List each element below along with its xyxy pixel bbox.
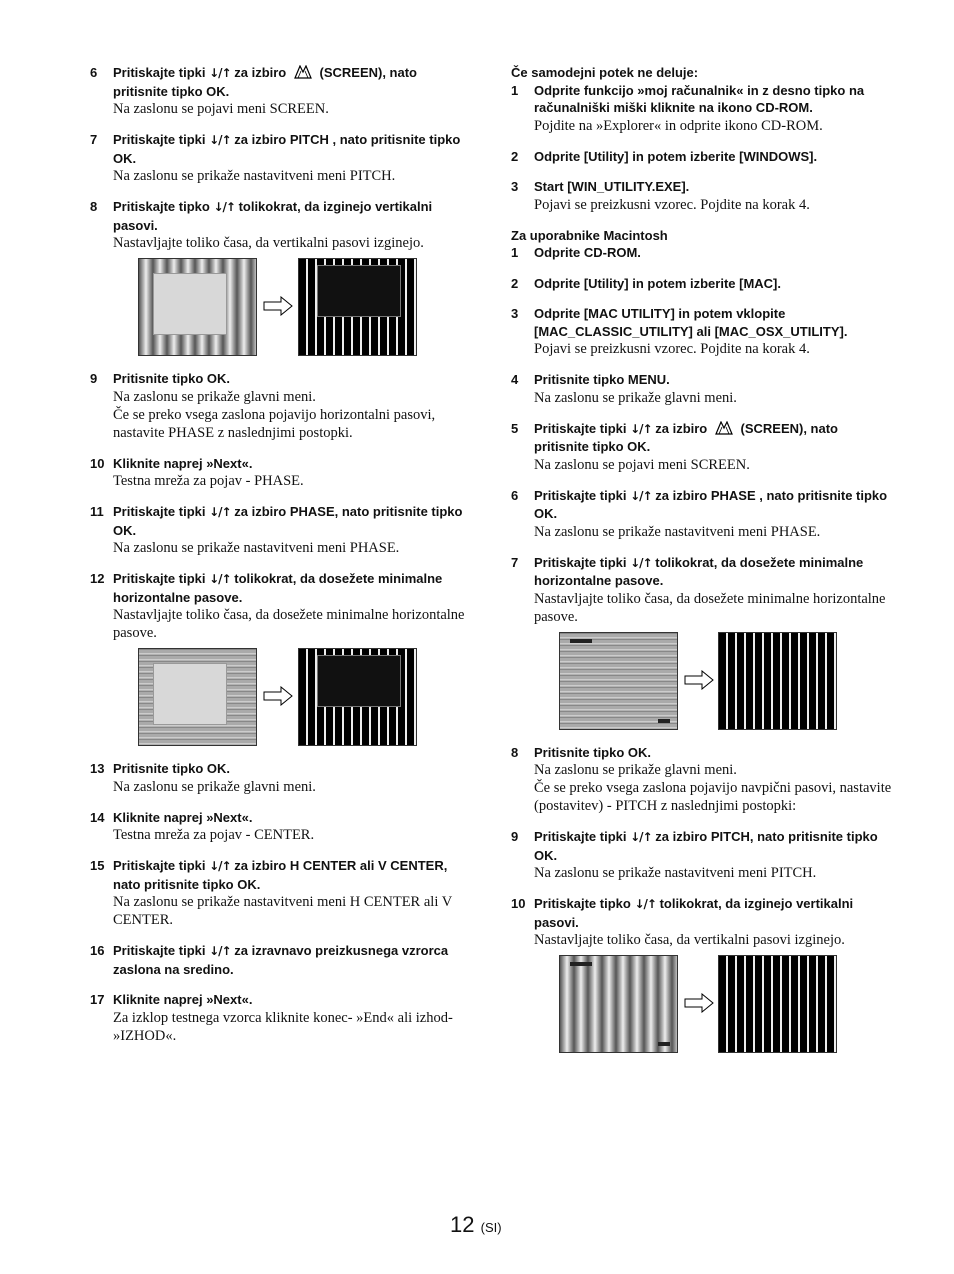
step-heading: Pritisnite tipko OK.	[113, 371, 231, 386]
step-right-a3	[511, 178, 896, 214]
step-number: 3	[511, 179, 519, 194]
step-body: Za izklop testnega vzorca kliknite konec- »End« ali izhod- »IZHOD«.	[113, 1009, 453, 1044]
after-screen-image	[298, 648, 417, 746]
step-heading: Pritiskajte tipki ↓/↑ za izbiro (SCREEN), nato pritisnite tipko OK.	[534, 420, 838, 454]
step-number: 14	[90, 809, 105, 825]
step-body: Nastavljajte toliko časa, da dosežete minimalne horizontalne pasove.	[113, 607, 465, 641]
step-right-b5	[511, 420, 896, 474]
figure-phase-adjust-right	[511, 632, 896, 732]
step-left-9	[90, 370, 475, 442]
right-arrow-icon	[263, 686, 293, 706]
step-body: Pojavi se preizkusni vzorec. Pojdite na korak 4.	[534, 196, 810, 213]
menu-overlay	[153, 663, 227, 725]
step-heading: Pritiskajte tipki ↓/↑ za izbiro PHASE , nato pritisnite tipko OK.	[534, 487, 888, 521]
down-up-arrows-icon: ↓/↑	[209, 66, 231, 80]
step-number: 4	[511, 372, 519, 387]
step-left-10	[90, 455, 475, 491]
step-number: 3	[511, 306, 519, 321]
step-body: Pojdite na »Explorer« in odprite ikono CD-ROM.	[534, 117, 823, 134]
right-column	[511, 64, 896, 1067]
step-heading: Pritiskajte tipki ↓/↑ za izbiro H CENTER ali V CENTER, nato pritisnite tipko OK.	[113, 858, 448, 892]
step-right-b1	[511, 244, 896, 262]
step-right-b4	[511, 371, 896, 407]
left-column	[90, 64, 475, 1058]
step-right-b6	[511, 487, 896, 541]
down-up-arrows-icon: ↓/↑	[630, 830, 652, 844]
step-number: 16	[90, 943, 105, 958]
step-number: 13	[90, 761, 105, 776]
step-heading: Pritiskajte tipko ↓/↑ tolikokrat, da izginejo vertikalni pasovi.	[113, 199, 433, 233]
figure-pitch-adjust-left	[90, 258, 475, 358]
before-screen-image	[559, 632, 678, 730]
section-heading-macintosh: Za uporabnike Macintosh	[511, 227, 668, 243]
step-number: 10	[511, 896, 526, 911]
down-up-arrows-icon: ↓/↑	[634, 897, 656, 911]
right-arrow-icon	[684, 993, 714, 1013]
step-body: Nastavljajte toliko časa, da vertikalni pasovi izginejo.	[113, 235, 424, 251]
step-body: Na zaslonu se pojavi meni SCREEN.	[113, 101, 329, 117]
step-body: Testna mreža za pojav - PHASE.	[113, 473, 304, 489]
step-heading: Pritiskajte tipki ↓/↑ za izbiro PITCH, nato pritisnite tipko OK.	[534, 829, 878, 863]
step-number: 8	[511, 744, 519, 760]
step-body: Pojavi se preizkusni vzorec. Pojdite na korak 4.	[534, 341, 810, 357]
step-body: Testna mreža za pojav - CENTER.	[113, 827, 315, 843]
step-left-15	[90, 857, 475, 929]
step-number: 7	[511, 554, 519, 570]
before-screen-image	[559, 955, 678, 1053]
step-heading: Odprite [Utility] in potem izberite [WINDOWS].	[534, 148, 818, 164]
right-arrow-icon	[263, 296, 293, 316]
down-up-arrows-icon: ↓/↑	[209, 572, 231, 586]
step-right-a1	[511, 82, 896, 135]
menu-overlay	[317, 265, 401, 317]
step-left-14	[90, 809, 475, 845]
step-right-b8	[511, 744, 896, 816]
step-number: 10	[90, 455, 105, 471]
step-number: 1	[511, 82, 519, 98]
step-left-7	[90, 131, 475, 185]
figure-pitch-adjust-right	[511, 955, 896, 1055]
step-body: Nastavljajte toliko časa, da vertikalni pasovi izginejo.	[534, 932, 845, 948]
end-button	[658, 1042, 670, 1046]
step-body: Na zaslonu se prikaže glavni meni.	[113, 778, 316, 795]
screen-icon	[293, 65, 313, 79]
down-up-arrows-icon: ↓/↑	[209, 505, 231, 519]
step-right-b10	[511, 895, 896, 949]
step-number: 5	[511, 420, 519, 436]
step-heading: Pritiskajte tipki ↓/↑ za izbiro PITCH , nato pritisnite tipko OK.	[113, 132, 461, 166]
down-up-arrows-icon: ↓/↑	[209, 859, 231, 873]
step-left-13	[90, 760, 475, 796]
down-up-arrows-icon: ↓/↑	[209, 133, 231, 147]
step-left-8	[90, 198, 475, 252]
step-heading: Kliknite naprej »Next«.	[113, 809, 253, 825]
down-up-arrows-icon: ↓/↑	[630, 488, 652, 503]
step-heading: Start [WIN_UTILITY.EXE].	[534, 179, 690, 194]
menu-overlay	[153, 273, 227, 335]
step-heading: Pritisnite tipko OK.	[113, 761, 231, 776]
step-body: Na zaslonu se prikaže nastavitveni meni H CENTER ali V CENTER.	[113, 894, 452, 928]
menu-overlay	[317, 655, 401, 707]
step-number: 12	[90, 571, 105, 586]
step-body: Če se preko vsega zaslona pojavijo navpični pasovi, nastavite (postavitev) - PITCH z naslednjimi postopki:	[534, 780, 892, 814]
step-body: Na zaslonu se prikaže nastavitveni meni PHASE.	[113, 540, 400, 556]
step-body: Na zaslonu se prikaže nastavitveni meni PITCH.	[113, 168, 396, 184]
step-heading: Kliknite naprej »Next«.	[113, 992, 253, 1007]
step-number: 15	[90, 858, 105, 873]
page-number: 12 (SI)	[450, 1212, 502, 1237]
step-body: Na zaslonu se prikaže glavni meni.	[534, 762, 737, 778]
down-up-arrows-icon: ↓/↑	[209, 944, 231, 958]
before-screen-image	[138, 648, 257, 746]
step-heading: Odprite [MAC UTILITY] in potem vklopite [MAC_CLASSIC_UTILITY] ali [MAC_OSX_UTILITY].	[534, 306, 848, 339]
step-number: 2	[511, 148, 519, 164]
step-body: Na zaslonu se prikaže glavni meni.	[534, 389, 737, 406]
step-number: 6	[90, 65, 98, 80]
down-up-arrows-icon: ↓/↑	[630, 421, 652, 436]
after-screen-image	[718, 632, 837, 730]
test-pattern-label	[570, 962, 592, 966]
step-heading: Kliknite naprej »Next«.	[113, 455, 253, 471]
step-heading: Pritiskajte tipki ↓/↑ za izravnavo preizkusnega vzrorca zaslona na sredino.	[113, 943, 449, 977]
step-heading: Pritiskajte tipki ↓/↑ za izbiro PHASE, nato pritisnite tipko OK.	[113, 504, 463, 538]
test-pattern-label	[570, 639, 592, 643]
step-number: 2	[511, 275, 519, 291]
step-left-17	[90, 991, 475, 1045]
step-number: 1	[511, 245, 519, 260]
step-right-b7	[511, 554, 896, 626]
down-up-arrows-icon: ↓/↑	[213, 200, 235, 214]
step-left-11	[90, 503, 475, 557]
figure-phase-adjust-left	[90, 648, 475, 748]
right-arrow-icon	[684, 670, 714, 690]
step-left-16	[90, 942, 475, 978]
section-heading-auto-fail: Če samodejni potek ne deluje:	[511, 65, 699, 80]
step-number: 8	[90, 199, 98, 214]
step-heading: Odprite CD-ROM.	[534, 245, 641, 260]
step-body: Na zaslonu se prikaže glavni meni.	[113, 388, 316, 405]
step-body: Na zaslonu se prikaže nastavitveni meni PHASE.	[534, 523, 821, 540]
after-screen-image	[298, 258, 417, 356]
step-number: 7	[90, 132, 98, 147]
step-heading: Pritiskajte tipki ↓/↑ tolikokrat, da dosežete minimalne horizontalne pasove.	[534, 554, 864, 588]
step-heading: Pritisnite tipko OK.	[534, 744, 652, 760]
step-body: Če se preko vsega zaslona pojavijo horizontalni pasovi, nastavite PHASE z naslednjimi postopki.	[113, 406, 436, 441]
step-left-12	[90, 570, 475, 642]
step-body: Nastavljajte toliko časa, da dosežete minimalne horizontalne pasove.	[534, 590, 886, 625]
step-number: 6	[511, 487, 519, 503]
step-heading: Pritiskajte tipki ↓/↑ za izbiro (SCREEN), nato pritisnite tipko OK.	[113, 65, 417, 99]
after-screen-image	[718, 955, 837, 1053]
step-number: 17	[90, 992, 105, 1007]
down-up-arrows-icon: ↓/↑	[630, 555, 652, 570]
page-language-suffix: (SI)	[480, 1220, 502, 1235]
step-right-b3	[511, 305, 896, 358]
step-right-b2	[511, 275, 896, 293]
step-number: 11	[90, 504, 104, 519]
screen-icon	[714, 421, 734, 435]
step-left-6	[90, 64, 475, 118]
step-heading: Pritiskajte tipki ↓/↑ tolikokrat, da dosežete minimalne horizontalne pasove.	[113, 571, 443, 605]
step-right-b9	[511, 828, 896, 882]
step-right-a2	[511, 148, 896, 166]
step-body: Na zaslonu se pojavi meni SCREEN.	[534, 456, 750, 473]
before-screen-image	[138, 258, 257, 356]
step-heading: Odprite funkcijo »moj računalnik« in z desno tipko na računalniški miški kliknite na ikono CD-ROM.	[534, 82, 865, 115]
step-heading: Pritiskajte tipko ↓/↑ tolikokrat, da izginejo vertikalni pasovi.	[534, 896, 854, 930]
end-button	[658, 719, 670, 723]
step-heading: Odprite [Utility] in potem izberite [MAC].	[534, 275, 781, 291]
step-body: Na zaslonu se prikaže nastavitveni meni PITCH.	[534, 865, 817, 881]
step-heading: Pritisnite tipko MENU.	[534, 372, 670, 387]
step-number: 9	[90, 371, 98, 386]
step-number: 9	[511, 829, 519, 844]
